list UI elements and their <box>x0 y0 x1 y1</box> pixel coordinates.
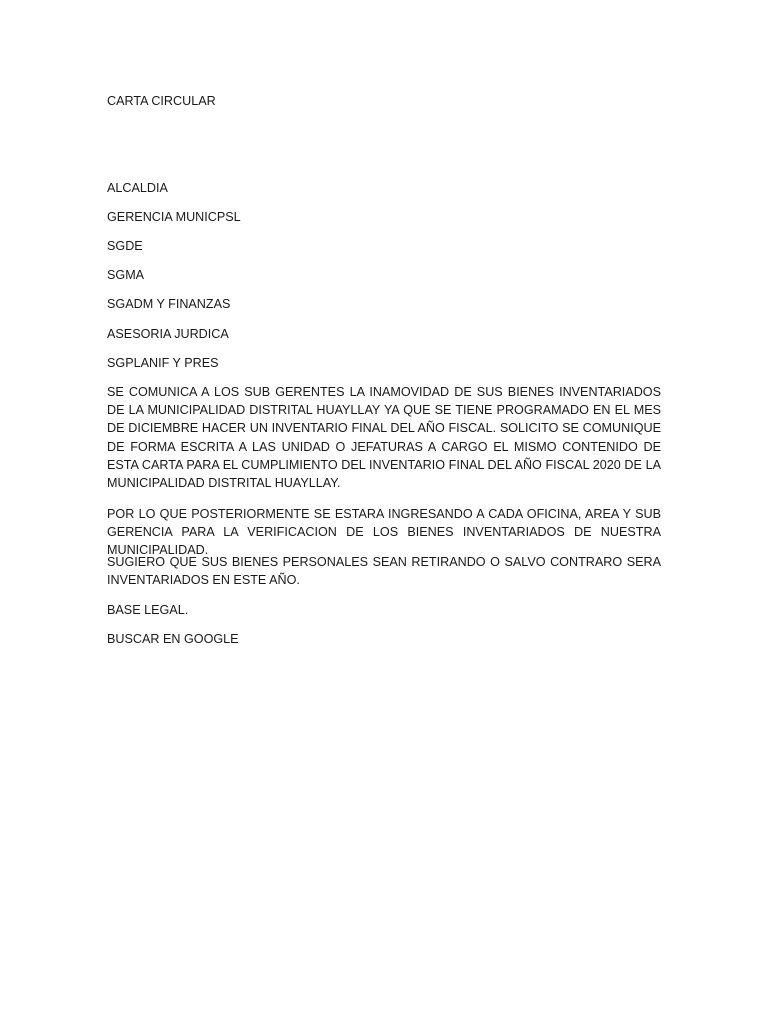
body-paragraph-2: POR LO QUE POSTERIORMENTE SE ESTARA INGRESANDO A CADA OFICINA, AREA Y SUB GERENCIA PARA LA VERIFICACION DE LOS BIENES INVENTARIADOS DE NUESTRA MUNICIPALIDAD. <box>107 507 661 558</box>
body-paragraph-1: SE COMUNICA A LOS SUB GERENTES LA INAMOVIDAD DE SUS BIENES INVENTARIADOS DE LA MUNICIPALIDAD DISTRITAL HUAYLLAY YA QUE SE TIENE PROGRAMADO EN EL MES DE DICIEMBRE HACER UN INVENTARIO FINAL DEL AÑO FISCAL. SOLICITO SE COMUNIQUE DE FORMA ESCRITA A LAS UNIDAD O JEFATURAS A CARGO EL MISMO CONTENIDO DE ESTA CARTA PARA EL CUMPLIMIENTO DEL INVENTARIO FINAL DEL AÑO FISCAL 2020 DE LA MUNICIPALIDAD DISTRITAL HUAYLLAY. <box>107 385 661 491</box>
recipient-sgplanif: SGPLANIF Y PRES <box>107 356 219 370</box>
body-paragraph-3: SUGIERO QUE SUS BIENES PERSONALES SEAN RETIRANDO O SALVO CONTRARO SERA INVENTARIADOS EN ESTE AÑO. <box>107 555 661 588</box>
base-legal-heading: BASE LEGAL. <box>107 603 189 617</box>
footer-line: BUSCAR EN GOOGLE <box>107 632 239 646</box>
recipient-sgde: SGDE <box>107 239 143 253</box>
recipient-sgma: SGMA <box>107 268 145 282</box>
recipient-gerencia: GERENCIA MUNICPSL <box>107 210 241 224</box>
recipient-alcaldia: ALCALDIA <box>107 181 168 195</box>
recipient-asesoria: ASESORIA JURDICA <box>107 327 229 341</box>
recipient-sgadm: SGADM Y FINANZAS <box>107 297 231 311</box>
letter-title: CARTA CIRCULAR <box>107 94 216 108</box>
